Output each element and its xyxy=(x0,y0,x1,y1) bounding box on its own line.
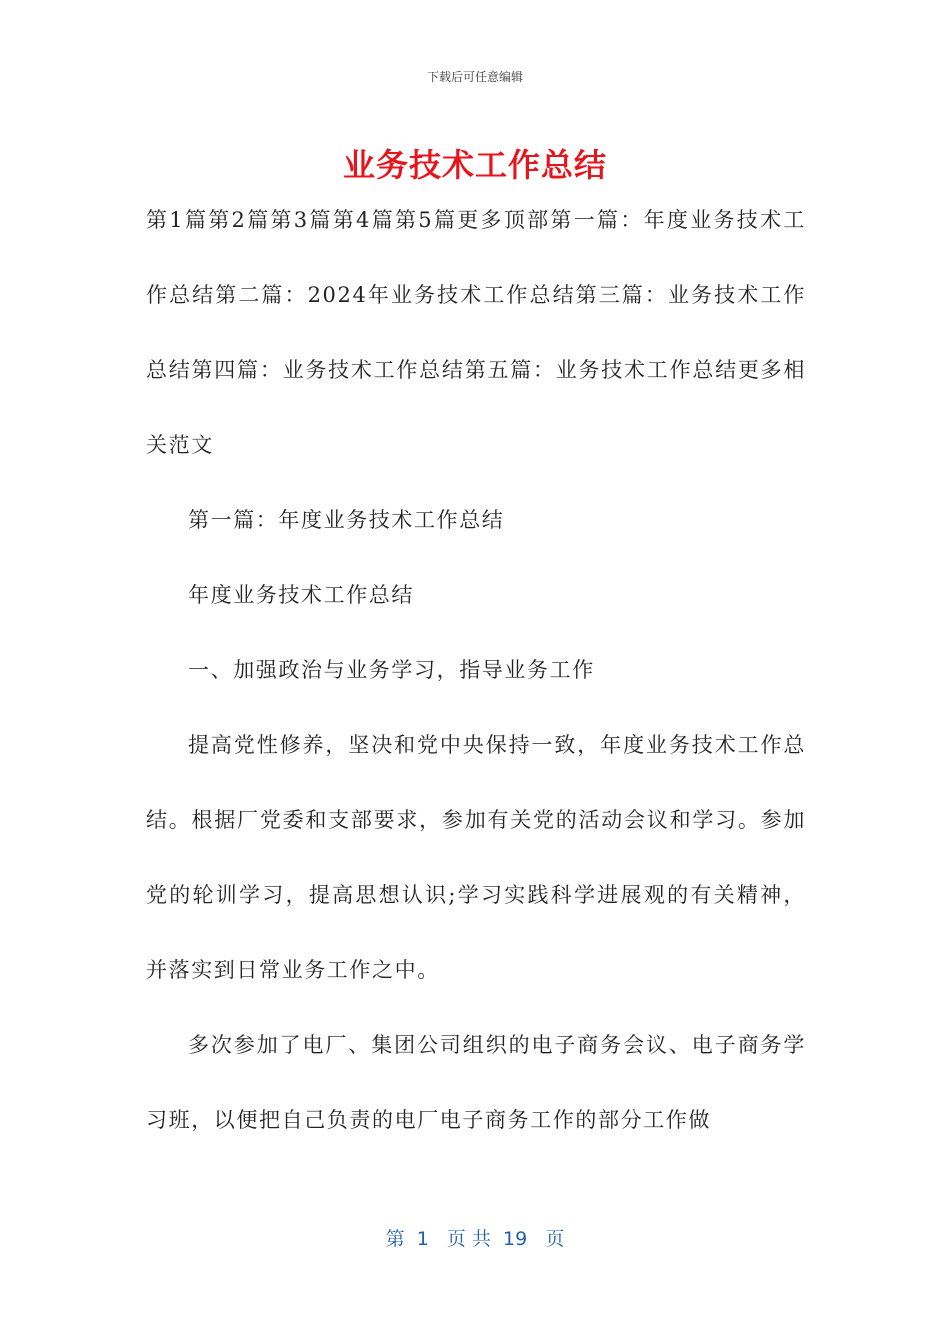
document-body xyxy=(146,183,806,1158)
paragraph-body: 提高党性修养，坚决和党中央保持一致，年度业务技术工作总结。根据厂党委和支部要求，参加有关党的活动会议和学习。参加党的轮训学习，提高思想认识;学习实践科学进展观的有关精神，并落实到日常业务工作之中。 xyxy=(146,733,806,982)
paragraph-subtitle: 年度业务技术工作总结 xyxy=(188,583,414,607)
paragraph-body: 多次参加了电厂、集团公司组织的电子商务会议、电子商务学习班，以便把自己负责的电厂电子商务工作的部分工作做 xyxy=(146,1033,806,1132)
document-title: 业务技术工作总结 xyxy=(342,146,607,184)
paragraph-point-heading: 一、加强政治与业务学习，指导业务工作 xyxy=(188,658,595,682)
paragraph-section-heading: 第一篇：年度业务技术工作总结 xyxy=(188,508,505,532)
page-number-footer: 第 1 页 共 19 页 xyxy=(385,1228,565,1250)
header-note: 下载后可任意编辑 xyxy=(426,70,523,84)
toc-paragraph: 第1篇第2篇第3篇第4篇第5篇更多顶部第一篇：年度业务技术工作总结第二篇：2024年业务技术工作总结第三篇：业务技术工作总结第四篇：业务技术工作总结第五篇：业务技术工作总结更多相关范文 xyxy=(146,208,806,457)
